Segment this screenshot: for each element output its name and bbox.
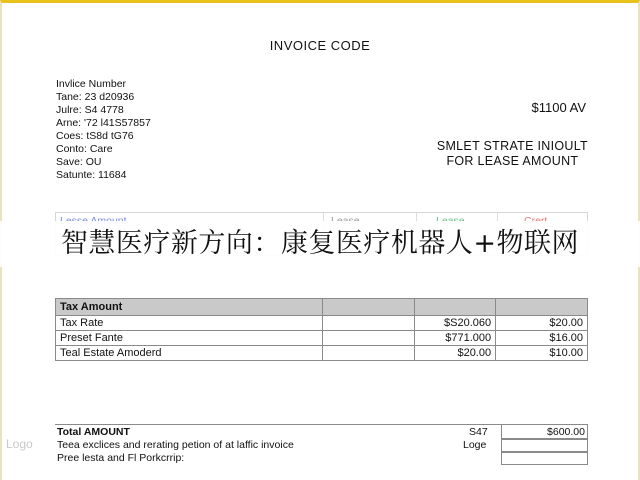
meta-line: Coes: tS8d tG76 — [56, 130, 134, 142]
row-value: $771.000 — [415, 331, 496, 346]
header-cell — [323, 299, 415, 316]
table-header-row — [56, 299, 588, 316]
note-line: Teea exclices and rerating petion of at laffic invoice — [57, 439, 294, 451]
lease-heading-line-2: FOR LEASE AMOUNT — [446, 154, 579, 168]
row-label: Preset Fante — [56, 331, 323, 346]
lease-heading-line-1: SMLET STRATE INIOULT — [436, 139, 588, 153]
row-label: Tax Rate — [56, 316, 323, 331]
tax-table-header: Tax Amount — [56, 299, 323, 316]
row-value: $10.00 — [496, 346, 588, 361]
empty-box — [501, 439, 588, 452]
tax-table — [55, 298, 588, 361]
row-value: $S20.060 — [415, 316, 496, 331]
invoice-amount: $1100 AV — [531, 100, 586, 115]
table-row — [56, 331, 588, 346]
table-row — [56, 316, 588, 331]
lease-heading — [437, 139, 588, 169]
meta-line: Conto: Care — [56, 143, 113, 155]
row-value: $16.00 — [496, 331, 588, 346]
total-mid: S47 — [469, 426, 488, 438]
empty-cell — [323, 346, 415, 361]
invoice-title: INVOICE CODE — [269, 38, 371, 53]
header-cell — [415, 299, 496, 316]
meta-line: Save: OU — [56, 156, 102, 168]
row-value: $20.00 — [496, 316, 588, 331]
total-value: $600.00 — [547, 426, 585, 438]
logo-text: Logo — [6, 437, 33, 451]
row-label: Teal Estate Amoderd — [56, 346, 323, 361]
overlay-caption: 智慧医疗新方向：康复医疗机器人+物联网 — [0, 221, 640, 267]
row-value: $20.00 — [415, 346, 496, 361]
meta-line: Julre: S4 4778 — [56, 104, 124, 116]
meta-line: Arne: '72 l41S57857 — [56, 117, 151, 129]
header-cell — [496, 299, 588, 316]
empty-cell — [323, 316, 415, 331]
meta-line: Satunte: 11684 — [56, 169, 127, 181]
note-mid: Loge — [463, 439, 487, 451]
table-row — [56, 346, 588, 361]
preset-line: Pree lesta and Fl Porkcrrip: — [57, 452, 185, 464]
meta-line: Invlice Number — [56, 78, 127, 90]
invoice-meta — [56, 78, 151, 182]
empty-cell — [323, 331, 415, 346]
meta-line: Tane: 23 d20936 — [56, 91, 135, 103]
empty-box — [501, 452, 588, 465]
total-label: Total AMOUNT — [57, 426, 130, 438]
